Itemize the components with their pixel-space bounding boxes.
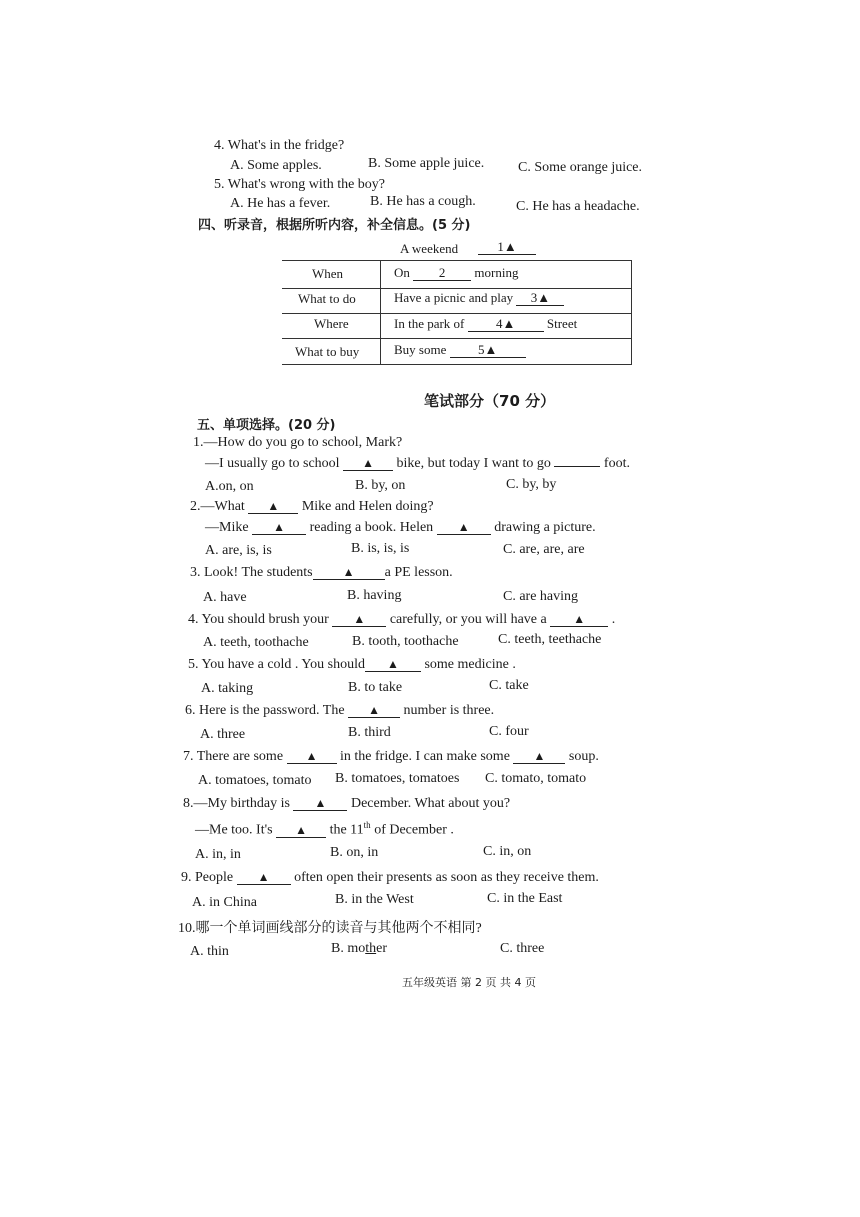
- blank-5: 5▲: [450, 343, 526, 358]
- q9-option-c: C. in the East: [487, 891, 563, 906]
- q8-option-c: C. in, on: [483, 844, 532, 859]
- q5-line1: [188, 657, 516, 673]
- listening-q5-c: C. He has a headache.: [516, 199, 640, 214]
- text: foot.: [603, 456, 630, 471]
- blank-2: 2: [413, 266, 471, 281]
- answer-blank: ▲: [276, 823, 326, 838]
- text: a PE lesson.: [384, 565, 453, 580]
- q1-line1: 1.—How do you go to school, Mark?: [193, 435, 403, 450]
- answer-blank: ▲: [293, 796, 347, 811]
- text: C.: [500, 941, 517, 956]
- q4-line1: [188, 612, 615, 628]
- page-footer: 五年级英语 第 2 页 共 4 页: [402, 976, 536, 989]
- table-divider: [631, 260, 632, 364]
- text: the 11: [329, 822, 364, 838]
- text: Mike and Helen doing?: [301, 499, 434, 514]
- text: .: [611, 612, 616, 627]
- q3-line1: [190, 565, 453, 581]
- q7-option-a: A. tomatoes, tomato: [198, 773, 312, 788]
- text: bike, but today I want to go: [396, 456, 551, 471]
- q9-line1: [181, 870, 599, 886]
- answer-blank: [554, 466, 600, 467]
- row-suffix: Street: [546, 316, 578, 331]
- q1-option-b: B. by, on: [355, 478, 406, 493]
- weekend-info-table: [282, 236, 632, 366]
- text: 7. There are some: [183, 749, 284, 764]
- q-number: 4.: [214, 138, 225, 153]
- underlined-letters: th: [207, 944, 219, 959]
- q1-option-a: A.on, on: [205, 479, 254, 494]
- row-value-when: [394, 265, 518, 281]
- table-blank-1: [478, 239, 536, 255]
- text: ree: [527, 941, 545, 956]
- row-label-where: Where: [314, 316, 349, 331]
- q6-option-b: B. third: [348, 725, 391, 740]
- underlined-letters: th: [516, 941, 528, 956]
- blank-4: 4▲: [468, 317, 544, 332]
- q9-option-b: B. in the West: [335, 892, 414, 907]
- q1-line2: [205, 456, 630, 472]
- answer-blank: ▲: [332, 612, 386, 627]
- row-value-what-to-buy: [394, 342, 526, 358]
- text: B. mo: [331, 941, 366, 956]
- row-suffix: morning: [474, 265, 519, 280]
- row-label-when: When: [312, 266, 344, 281]
- row-label-what-to-do: What to do: [298, 291, 356, 306]
- q5-option-b: B. to take: [348, 680, 403, 695]
- answer-blank: ▲: [513, 749, 565, 764]
- answer-blank: ▲: [365, 657, 421, 672]
- q6-option-c: C. four: [489, 724, 529, 739]
- q2-option-c: C. are, are, are: [503, 542, 585, 557]
- listening-q4-c: C. Some orange juice.: [518, 160, 643, 175]
- answer-blank: ▲: [550, 612, 608, 627]
- q-stem: What's in the fridge?: [227, 138, 345, 153]
- text: 2.—What: [190, 499, 245, 514]
- q2-option-a: A. are, is, is: [205, 543, 272, 558]
- q4-option-b: B. tooth, toothache: [352, 634, 459, 649]
- row-value-what-to-do: [394, 290, 564, 306]
- q10-option-c: [500, 941, 544, 957]
- row-prefix: On: [394, 265, 410, 280]
- q7-line1: [183, 749, 599, 765]
- q-stem: What's wrong with the boy?: [227, 177, 386, 192]
- q8-line1: [183, 796, 510, 812]
- text: of December .: [374, 822, 454, 838]
- table-rule: [282, 288, 632, 289]
- text: December. What about you?: [350, 796, 511, 811]
- q7-option-c: C. tomato, tomato: [485, 771, 587, 786]
- ordinal-suffix: th: [363, 820, 371, 830]
- text: in the fridge. I can make some: [340, 749, 510, 764]
- q10-line1: 10.哪一个单词画线部分的读音与其他两个不相同?: [178, 921, 482, 936]
- text: soup.: [568, 749, 599, 764]
- row-prefix: In the park of: [394, 316, 465, 331]
- listening-q5-b: B. He has a cough.: [370, 194, 476, 209]
- text: 3. Look! The students: [190, 565, 313, 580]
- answer-blank: ▲: [248, 499, 298, 514]
- text: 8.—My birthday is: [183, 796, 290, 811]
- text: number is three.: [403, 703, 495, 718]
- q3-option-b: B. having: [347, 588, 402, 603]
- blank-3: 3▲: [516, 291, 564, 306]
- listening-q5-a: A. He has a fever.: [230, 196, 331, 211]
- q2-option-b: B. is, is, is: [351, 541, 410, 556]
- text: 4. You should brush your: [188, 612, 329, 627]
- answer-blank: ▲: [237, 870, 291, 885]
- text: often open their presents as soon as they receive them.: [294, 870, 599, 885]
- text: drawing a picture.: [494, 520, 596, 535]
- table-rule: [282, 364, 632, 365]
- text: some medicine .: [424, 657, 516, 672]
- table-rule: [282, 313, 632, 314]
- table-rule: [282, 260, 632, 261]
- text: 5. You have a cold . You should: [188, 657, 365, 672]
- answer-blank: ▲: [252, 520, 306, 535]
- answer-blank: ▲: [313, 565, 385, 580]
- q6-line1: [185, 703, 494, 719]
- q3-option-a: A. have: [203, 590, 247, 605]
- q9-option-a: A. in China: [192, 895, 257, 910]
- row-prefix: Buy some: [394, 342, 447, 357]
- q10-option-a: [190, 944, 229, 960]
- text: —Me too. It's: [195, 822, 273, 838]
- listening-q4-b: B. Some apple juice.: [368, 156, 485, 171]
- q8-option-b: B. on, in: [330, 845, 379, 860]
- listening-q5-stem: [214, 177, 385, 193]
- q5-option-c: C. take: [489, 678, 529, 693]
- underlined-letters: th: [365, 941, 377, 956]
- text: A.: [190, 944, 208, 959]
- q-number: 5.: [214, 177, 225, 192]
- text: er: [376, 941, 388, 956]
- q2-line1: [190, 499, 434, 515]
- q4-option-c: C. teeth, teethache: [498, 632, 602, 647]
- blank-1: 1▲: [478, 240, 536, 255]
- listening-q4-a: A. Some apples.: [230, 158, 322, 173]
- text: —I usually go to school: [205, 456, 340, 471]
- answer-blank: ▲: [343, 456, 393, 471]
- section-5-title: 五、单项选择。(20 分): [197, 418, 336, 433]
- q4-option-a: A. teeth, toothache: [203, 635, 309, 650]
- row-label-what-to-buy: What to buy: [295, 344, 360, 359]
- table-divider: [380, 260, 381, 364]
- answer-blank: ▲: [437, 520, 491, 535]
- table-rule: [282, 338, 632, 339]
- text: —Mike: [205, 520, 249, 535]
- q3-option-c: C. are having: [503, 589, 579, 604]
- q10-option-b: [331, 941, 387, 957]
- q2-line2: [205, 520, 596, 536]
- written-part-title: 笔试部分（70 分）: [424, 392, 556, 410]
- text: carefully, or you will have a: [389, 612, 547, 627]
- q5-option-a: A. taking: [201, 681, 254, 696]
- text: 6. Here is the password. The: [185, 703, 345, 718]
- q8-line2: [195, 820, 454, 839]
- text: in: [218, 944, 229, 959]
- q7-option-b: B. tomatoes, tomatoes: [335, 771, 460, 786]
- text: reading a book. Helen: [309, 520, 434, 535]
- row-prefix: Have a picnic and play: [394, 290, 514, 305]
- q1-option-c: C. by, by: [506, 477, 557, 492]
- answer-blank: ▲: [348, 703, 400, 718]
- answer-blank: ▲: [287, 749, 337, 764]
- row-value-where: [394, 316, 577, 332]
- q8-option-a: A. in, in: [195, 847, 241, 862]
- section-4-title: 四、听录音，根据所听内容，补全信息。(5 分): [198, 218, 471, 233]
- text: 9. People: [181, 870, 234, 885]
- listening-q4-stem: [214, 138, 344, 154]
- table-head: A weekend: [400, 241, 459, 256]
- q6-option-a: A. three: [200, 727, 246, 742]
